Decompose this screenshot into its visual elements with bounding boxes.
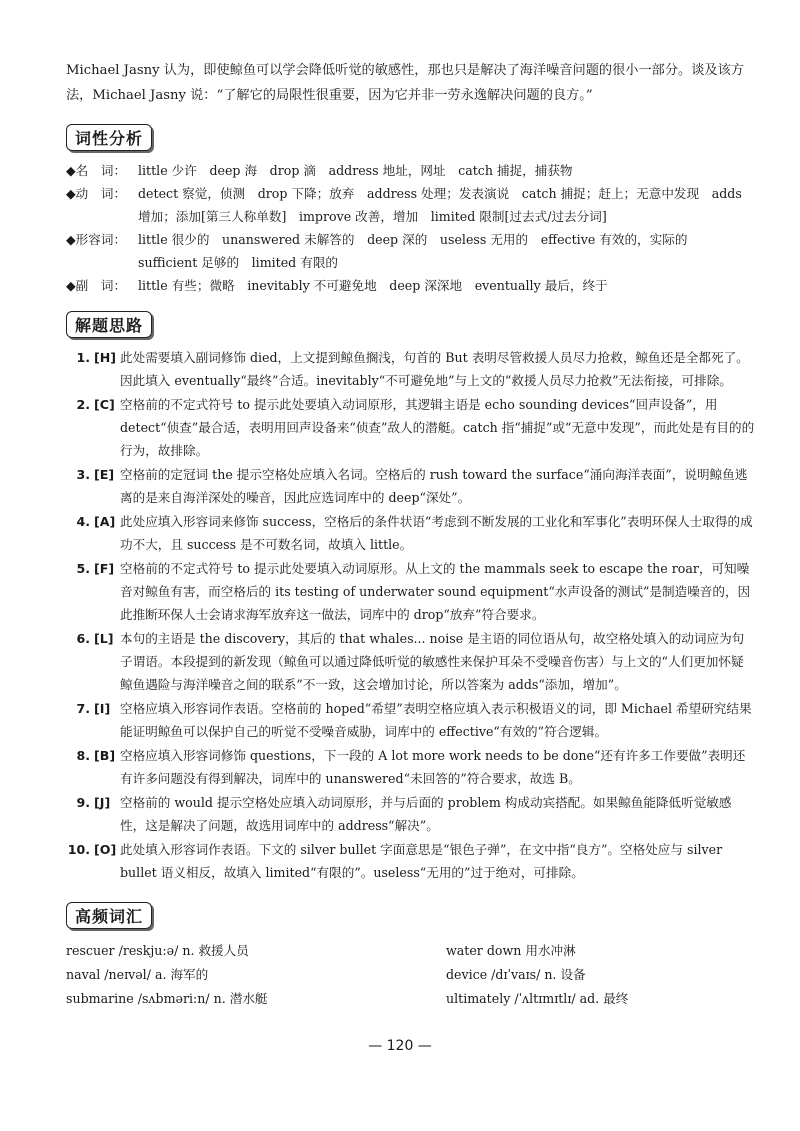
answer-key: [J] [94,795,111,810]
pos-text: little 有些；微略 inevitably 不可避免地 deep 深深地 eventually 最后，终于 [138,278,608,293]
pos-row [66,182,756,228]
vocab-item: device /dɪˈvaɪs/ n. 设备 [446,967,586,982]
item-text: 空格前的定冠词 the 提示空格处应填入名词。空格后的 rush toward the surface“涌向海洋表面”，说明鲸鱼逃离的是来自海洋深处的噪音，因此应选词库中的 deep“深处”。 [120,467,748,505]
item-number: 3. [76,467,90,482]
item-number: 4. [76,514,90,529]
solution-item [66,463,756,509]
solution-item [66,346,756,392]
solution-item [66,393,756,462]
pos-text: little 少许 deep 海 drop 滴 address 地址，网址 catch 捕捉，捕获物 [138,163,573,178]
item-number: 1. [76,350,90,365]
vocab-grid [66,939,756,1011]
vocab-item: rescuer /reskju:ə/ n. 救援人员 [66,943,249,958]
vocab-item: water down 用水冲淋 [446,943,576,958]
item-text: 本句的主语是 the discovery，其后的 that whales... noise 是主语的同位语从句，故空格处填入的动词应为句子谓语。本段提到的新发现（鲸鱼可以通过降低听觉的敏感性来保护耳朵不受噪音伤害）与上文的“人们更加怀疑鲸鱼遇险与海洋噪音之间的联系”不一致，这会增加讨论，所以答案为 adds“添加，增加”。 [120,631,745,692]
answer-key: [F] [94,561,115,576]
item-number: 5. [76,561,90,576]
pos-text: detect 察觉，侦测 drop 下降；放弃 address 处理；发表演说 catch 捕捉；赶上；无意中发现 adds 增加；添加[第三人称单数] improve 改善，增加 limited 限制[过去式/过去分词] [138,186,742,224]
item-number: 8. [76,748,90,763]
item-text: 此处填入形容词作表语。下文的 silver bullet 字面意思是“银色子弹”，在文中指“良方”。空格处应与 silver bullet 语义相反，故填入 limited“有限的”。useless“无用的”过于绝对，可排除。 [120,842,723,880]
pos-text: little 很少的 unanswered 未解答的 deep 深的 useless 无用的 effective 有效的，实际的 sufficient 足够的 limited 有限的 [138,232,701,270]
item-text: 此处应填入形容词来修饰 success，空格后的条件状语“考虑到不断发展的工业化和军事化”表明环保人士取得的成功不大，且 success 是不可数名词，故填入 little。 [120,514,753,552]
item-number: 10. [67,842,90,857]
solution-item [66,627,756,696]
solution-item [66,557,756,626]
answer-key: [H] [94,350,117,365]
answer-key: [E] [94,467,115,482]
pos-label: ◆名 词： [66,163,127,178]
intro-paragraph: Michael Jasny 认为，即使鲸鱼可以学会降低听觉的敏感性，那也只是解决了海洋噪音问题的很小一部分。谈及该方法，Michael Jasny 说：“了解它的局限性很重要，因为它并非一劳永逸解决问题的良方。” [66,63,744,103]
pos-label: ◆动 词： [66,186,127,201]
item-text: 空格应填入形容词修饰 questions，下一段的 A lot more work needs to be done“还有许多工作要做”表明还有许多问题没有得到解决，词库中的 unanswered“未回答的”符合要求，故选 B。 [120,748,746,786]
item-text: 空格前的不定式符号 to 提示此处要填入动词原形，其逻辑主语是 echo sounding devices“回声设备”，用 detect“侦查”最合适，表明用回声设备来“侦查”敌人的潜艇。catch 指“捕捉”或“无意中发现”，而此处是有目的的行为，故排除。 [120,397,755,458]
solution-list [66,346,756,884]
answer-key: [C] [94,397,115,412]
item-text: 此处需要填入副词修饰 died，上文提到鲸鱼搁浅，句首的 But 表明尽管救援人员尽力抢救，鲸鱼还是全都死了。因此填入 eventually“最终”合适。inevitably“不可避免地”与上文的“救援人员尽力抢救”无法衔接，可排除。 [120,350,749,388]
solution-item [66,510,756,556]
page-number: — 120 — [368,1038,432,1054]
vocab-item: naval /neɪvəl/ a. 海军的 [66,967,209,982]
answer-key: [O] [94,842,117,857]
section-heading-vocab: 高频词汇 [66,902,152,929]
pos-row [66,274,756,297]
item-number: 2. [76,397,90,412]
pos-label: ◆形容词： [66,232,127,247]
pos-label: ◆副 词： [66,278,127,293]
solution-item [66,791,756,837]
answer-key: [B] [94,748,116,763]
item-number: 7. [76,701,90,716]
vocab-item: submarine /sʌbməri:n/ n. 潜水艇 [66,991,268,1006]
item-text: 空格前的不定式符号 to 提示此处要填入动词原形。从上文的 the mammals seek to escape the roar，可知噪音对鲸鱼有害，而空格后的 its testing of underwater sound equipment“水声设备的测试”是制造噪音的，因此推断环保人士会请求海军放弃这一做法，词库中的 drop“放弃”符合要求。 [120,561,751,622]
item-text: 空格应填入形容词作表语。空格前的 hoped“希望”表明空格应填入表示积极语义的词，即 Michael 希望研究结果能证明鲸鱼可以保护自己的听觉不受噪音威胁，词库中的 effective“有效的”符合逻辑。 [120,701,752,739]
answer-key: [I] [94,701,111,716]
page-content [66,58,756,1011]
solution-item [66,744,756,790]
section-heading-solution: 解题思路 [66,311,152,338]
item-text: 空格前的 would 提示空格处应填入动词原形，并与后面的 problem 构成动宾搭配。如果鲸鱼能降低听觉敏感性，这是解决了问题，故选用词库中的 address“解决”。 [120,795,732,833]
item-number: 6. [76,631,90,646]
answer-key: [L] [94,631,114,646]
pos-row [66,228,756,274]
answer-key: [A] [94,514,116,529]
section-heading-pos: 词性分析 [66,124,152,151]
solution-item [66,697,756,743]
pos-analysis-list [66,159,756,297]
vocab-item: ultimately /ˈʌltɪmɪtlɪ/ ad. 最终 [446,991,629,1006]
pos-row [66,159,756,182]
item-number: 9. [76,795,90,810]
solution-item [66,838,756,884]
